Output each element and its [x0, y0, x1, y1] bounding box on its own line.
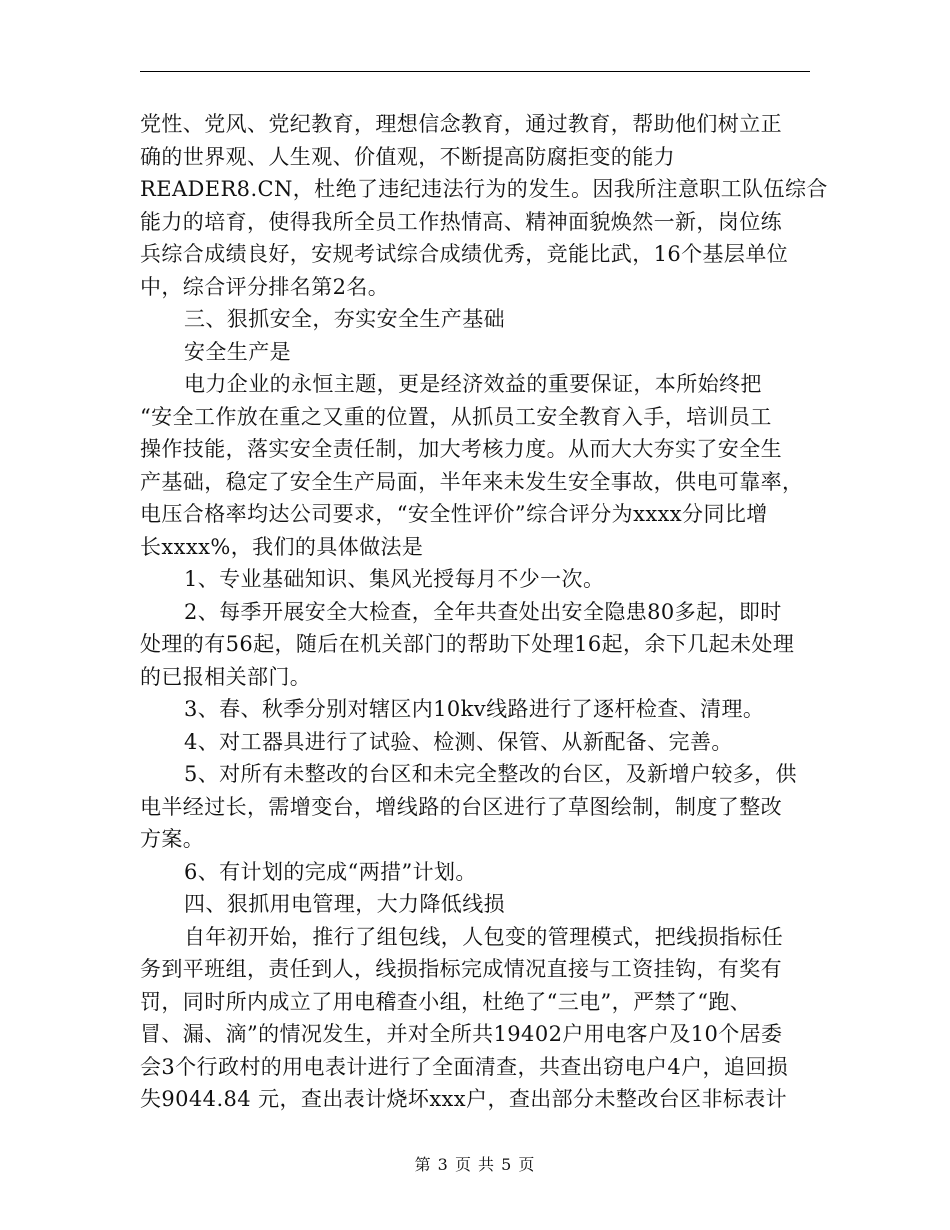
- text-line: 电力企业的永恒主题，更是经济效益的重要保证，本所始终把: [184, 372, 762, 396]
- text-line: 电半经过长，需增变台，增线路的台区进行了草图绘制，制度了整改: [140, 794, 782, 819]
- text-line: 四、狠抓用电管理，大力降低线损: [184, 892, 505, 916]
- text-line: 4、对工器具进行了试验、检测、保管、从新配备、完善。: [184, 729, 733, 754]
- text-line: 中，综合评分排名第2名。: [140, 274, 390, 299]
- text-line: READER8.CN，杜绝了违纪违法行为的发生。因我所注意职工队伍综合: [140, 177, 828, 201]
- text-line: 自年初开始，推行了组包线，人包变的管理模式，把线损指标任: [184, 924, 784, 949]
- text-line: 失9044.84 元，查出表计烧坏xxx户，查出部分未整改台区非标表计: [140, 1087, 788, 1111]
- document-body: [140, 108, 828, 1116]
- text-line: 6、有计划的完成“两措”计划。: [184, 859, 477, 884]
- text-line: 罚，同时所内成立了用电稽查小组，杜绝了“三电”，严禁了“跑、: [140, 989, 752, 1014]
- header-rule: [140, 71, 810, 72]
- text-line: 确的世界观、人生观、价值观，不断提高防腐拒变的能力: [140, 144, 675, 169]
- text-line: 党性、党风、党纪教育，理想信念教育，通过教育，帮助他们树立正: [140, 112, 782, 136]
- text-line: 产基础，稳定了安全生产局面，半年来未发生安全事故，供电可靠率，: [140, 469, 804, 494]
- text-line: 三、狠抓安全，夯实安全生产基础: [184, 307, 505, 331]
- text-line: 方案。: [140, 827, 205, 851]
- page-number: 第 3 页 共 5 页: [414, 1155, 536, 1174]
- text-line: 长xxxx%，我们的具体做法是: [140, 534, 424, 559]
- text-line: 安全生产是: [184, 339, 291, 364]
- text-line: 会3个行政村的用电表计进行了全面清查，共查出窃电户4户，追回损: [140, 1054, 789, 1079]
- text-line: 处理的有56起，随后在机关部门的帮助下处理16起，余下几起未处理: [140, 632, 795, 656]
- text-line: 电压合格率均达公司要求，“安全性评价”综合评分为xxxx分同比增: [140, 502, 768, 526]
- text-line: 3、春、秋季分别对辖区内10kv线路进行了逐杆检查、清理。: [184, 697, 765, 721]
- text-line: 1、专业基础知识、集风光授每月不少一次。: [184, 567, 605, 591]
- text-line: 能力的培育，使得我所全员工作热情高、精神面貌焕然一新，岗位练: [140, 209, 782, 234]
- text-line: 2、每季开展安全大检查，全年共查处出安全隐患80多起，即时: [184, 599, 782, 624]
- text-line: 冒、漏、滴”的情况发生，并对全所共19402户用电客户及10个居委: [140, 1022, 783, 1046]
- text-line: 操作技能，落实安全责任制，加大考核力度。从而大大夯实了安全生: [140, 437, 782, 461]
- text-line: “安全工作放在重之又重的位置，从抓员工安全教育入手，培训员工: [140, 404, 772, 429]
- text-line: 5、对所有未整改的台区和未完全整改的台区，及新增户较多，供: [184, 762, 797, 786]
- text-line: 兵综合成绩良好，安规考试综合成绩优秀，竞能比武，16个基层单位: [140, 242, 789, 266]
- text-line: 的已报相关部门。: [140, 664, 312, 689]
- text-line: 务到平班组，责任到人，线损指标完成情况直接与工资挂钩，有奖有: [140, 957, 782, 981]
